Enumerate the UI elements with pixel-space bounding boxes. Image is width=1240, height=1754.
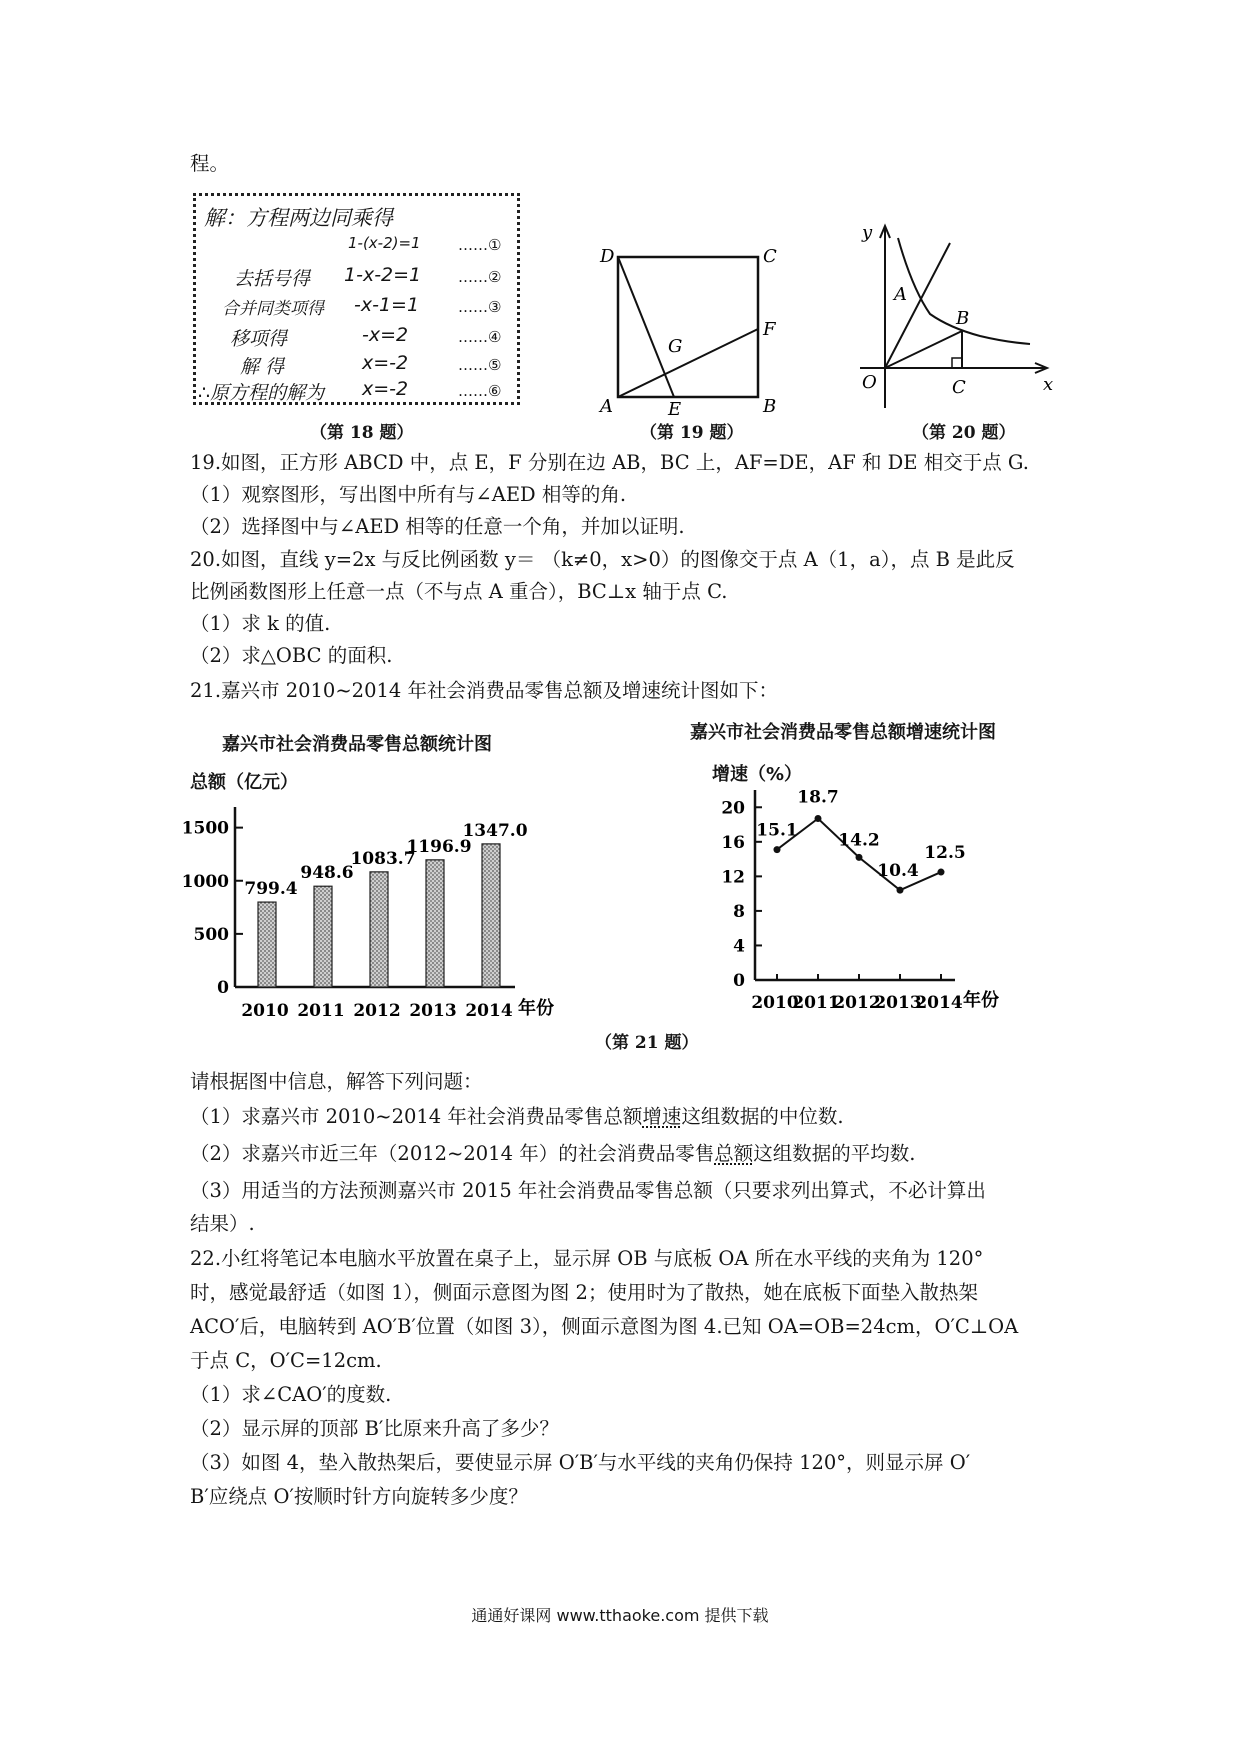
line-chart-title: 嘉兴市社会消费品零售总额增速统计图 <box>690 722 996 743</box>
bar-2014 <box>482 844 500 987</box>
line-chart-y-tick-label: 20 <box>721 798 745 819</box>
q20-part-1: （1）求 k 的值. <box>190 612 331 635</box>
q20-label-b: B <box>956 308 970 329</box>
q19-caption: （第 19 题） <box>640 423 744 443</box>
q18-row-5-text: 移项得 <box>230 328 288 350</box>
line-value-label: 14.2 <box>838 830 880 851</box>
q18-row-6-mark: ……⑤ <box>458 356 502 374</box>
q20-stem-1: 20.如图，直线 y=2x 与反比例函数 y＝ （k≠0，x>0）的图像交于点 A（1，a），点 B 是此反 <box>190 548 1015 571</box>
line-point-2013 <box>897 887 904 894</box>
q19-label-b: B <box>763 396 777 415</box>
q18-row-2-mark: ……① <box>458 236 502 254</box>
bar-value-label: 948.6 <box>300 863 354 884</box>
line-chart-x-tick-label: 2011 <box>792 993 840 1013</box>
q18-row-7-eq: x=-2 <box>362 378 409 400</box>
q22-part-1: （1）求∠CAO′的度数. <box>190 1383 392 1406</box>
bar-2012 <box>370 872 388 987</box>
bar-chart-x-tick-label: 2011 <box>297 1001 345 1021</box>
q20-label-o: O <box>862 372 877 393</box>
q21-part-3b: 结果）. <box>190 1212 255 1235</box>
bar-chart-x-axis-label: 年份 <box>518 998 554 1019</box>
q21-part-1-emph: 增速 <box>642 1105 682 1128</box>
q21-caption: （第 21 题） <box>595 1033 699 1053</box>
q21-part-3a: （3）用适当的方法预测嘉兴市 2015 年社会消费品零售总额（只要求列出算式，不必计算出 <box>190 1179 986 1202</box>
bar-chart-y-tick-label: 500 <box>193 924 229 945</box>
bar-chart-y-tick-label: 1000 <box>181 871 229 892</box>
line-chart-x-tick-label: 2010 <box>751 993 799 1013</box>
q20-stem-2: 比例函数图形上任意一点（不与点 A 重合），BC⊥x 轴于点 C. <box>190 580 728 603</box>
bar-2011 <box>314 886 332 987</box>
q22-line-2: 时，感觉最舒适（如图 1），侧面示意图为图 2；使用时为了散热，她在底板下面垫入散热架 <box>190 1281 978 1304</box>
bar-chart-ylabel: 总额（亿元） <box>190 772 298 793</box>
bar-chart-x-tick-label: 2010 <box>241 1001 289 1021</box>
q20-caption: （第 20 题） <box>912 423 1016 443</box>
q22-part-2: （2）显示屏的顶部 B′比原来升高了多少？ <box>190 1417 559 1440</box>
q20-figure <box>840 218 1070 413</box>
line-chart-x-axis-label: 年份 <box>963 990 999 1011</box>
q19-label-e: E <box>668 399 682 415</box>
q19-label-d: D <box>600 246 615 267</box>
bar-2010 <box>258 902 276 987</box>
bar-value-label: 1083.7 <box>350 848 416 869</box>
q18-row-4-mark: ……③ <box>458 298 502 316</box>
line-point-2011 <box>815 815 822 822</box>
q19-part-2: （2）选择图中与∠AED 相等的任意一个角，并加以证明. <box>190 515 685 538</box>
line-value-label: 10.4 <box>877 861 919 882</box>
q22-line-4: 于点 C，O′C=12cm. <box>190 1349 382 1372</box>
q19-label-g: G <box>668 336 683 357</box>
q19-stem: 19.如图，正方形 ABCD 中，点 E，F 分别在边 AB，BC 上，AF=DE，AF 和 DE 相交于点 G. <box>190 451 1029 474</box>
line-point-2014 <box>938 869 945 876</box>
q20-label-a: A <box>894 284 907 305</box>
q21-part-2-emph: 总额 <box>714 1142 754 1165</box>
bar-chart-x-tick-label: 2014 <box>465 1001 513 1021</box>
q18-row-3-text: 去括号得 <box>234 268 311 290</box>
q21-stem: 21.嘉兴市 2010~2014 年社会消费品零售总额及增速统计图如下： <box>190 679 778 702</box>
q18-row-1-text: 解：方程两边同乘得 <box>204 206 393 230</box>
q21-ask: 请根据图中信息，解答下列问题： <box>190 1070 483 1093</box>
q20-part-2: （2）求△OBC 的面积. <box>190 644 393 667</box>
line-chart-y-tick-label: 12 <box>721 867 745 888</box>
bar-value-label: 1196.9 <box>406 836 472 857</box>
line-chart-y-tick-label: 8 <box>733 901 745 922</box>
q22-part-3b: B′应绕点 O′按顺时针方向旋转多少度？ <box>190 1485 528 1508</box>
bar-value-label: 1347.0 <box>462 820 528 841</box>
q19-figure <box>590 240 780 415</box>
q19-label-f: F <box>763 319 776 340</box>
q19-label-a: A <box>600 396 613 415</box>
q20-label-x: x <box>1043 374 1054 395</box>
intro-text: 程。 <box>190 152 230 175</box>
line-chart-y-tick-label: 4 <box>733 936 745 957</box>
line-chart-y-tick-label: 0 <box>733 971 745 991</box>
line-chart-x-tick-label: 2013 <box>874 993 922 1013</box>
line-value-label: 18.7 <box>797 787 839 808</box>
q18-row-3-mark: ……② <box>458 268 502 286</box>
q18-row-6-eq: x=-2 <box>362 352 409 374</box>
q18-row-2-eq: 1-(x-2)=1 <box>348 234 421 252</box>
line-point-2010 <box>774 846 781 853</box>
q22-part-3a: （3）如图 4，垫入散热架后，要使显示屏 O′B′与水平线的夹角仍保持 120°，则显示屏 O′ <box>190 1451 971 1474</box>
q18-row-5-eq: -x=2 <box>362 324 409 346</box>
bar-chart-x-tick-label: 2013 <box>409 1001 457 1021</box>
line-chart-y-tick-label: 16 <box>721 832 745 853</box>
q21-part-1 <box>190 1105 844 1129</box>
q18-row-4-text: 合并同类项得 <box>222 299 324 319</box>
line-chart-x-tick-label: 2014 <box>915 993 963 1013</box>
q20-label-c: C <box>952 377 966 398</box>
bar-2013 <box>426 860 444 987</box>
bar-chart-y-tick-label: 0 <box>217 978 229 998</box>
q21-part-2-a: （2）求嘉兴市近三年（2012~2014 年）的社会消费品零售 <box>190 1142 715 1165</box>
q19-part-1: （1）观察图形，写出图中所有与∠AED 相等的角. <box>190 483 627 506</box>
q21-part-1-c: 这组数据的中位数. <box>681 1105 844 1128</box>
q21-part-2 <box>190 1142 915 1166</box>
q18-row-4-eq: -x-1=1 <box>354 294 420 316</box>
q22-line-3: ACO′后，电脑转到 AO′B′位置（如图 3），侧面示意图为图 4.已知 OA=OB=24cm，O′C⊥OA <box>190 1315 1019 1338</box>
q18-row-7-text: ∴原方程的解为 <box>198 382 325 404</box>
q18-row-3-eq: 1-x-2=1 <box>344 264 422 286</box>
q18-row-7-mark: ……⑥ <box>458 382 502 400</box>
line-value-label: 15.1 <box>756 820 798 841</box>
bar-value-label: 799.4 <box>244 879 298 900</box>
q18-figure <box>193 193 520 405</box>
q18-row-6-text: 解 得 <box>240 356 285 378</box>
bar-chart-x-tick-label: 2012 <box>353 1001 401 1021</box>
q18-caption: （第 18 题） <box>310 423 414 443</box>
q20-label-y: y <box>862 222 873 243</box>
q22-line-1: 22.小红将笔记本电脑水平放置在桌子上，显示屏 OB 与底板 OA 所在水平线的夹角为 120° <box>190 1247 984 1270</box>
q21-part-2-c: 这组数据的平均数. <box>753 1142 916 1165</box>
bar-chart <box>180 790 640 1035</box>
q21-part-1-a: （1）求嘉兴市 2010~2014 年社会消费品零售总额 <box>190 1105 643 1128</box>
line-chart-x-tick-label: 2012 <box>833 993 881 1013</box>
line-point-2012 <box>856 854 863 861</box>
bar-chart-y-tick-label: 1500 <box>181 818 229 839</box>
footer-text: 通通好课网 www.tthaoke.com 提供下载 <box>471 1606 769 1625</box>
bar-chart-title: 嘉兴市社会消费品零售总额统计图 <box>222 734 492 755</box>
line-chart-ylabel: 增速（%） <box>712 764 803 785</box>
line-chart <box>700 780 1060 1025</box>
line-value-label: 12.5 <box>924 843 966 864</box>
q18-row-5-mark: ……④ <box>458 328 502 346</box>
q19-label-c: C <box>763 246 777 267</box>
